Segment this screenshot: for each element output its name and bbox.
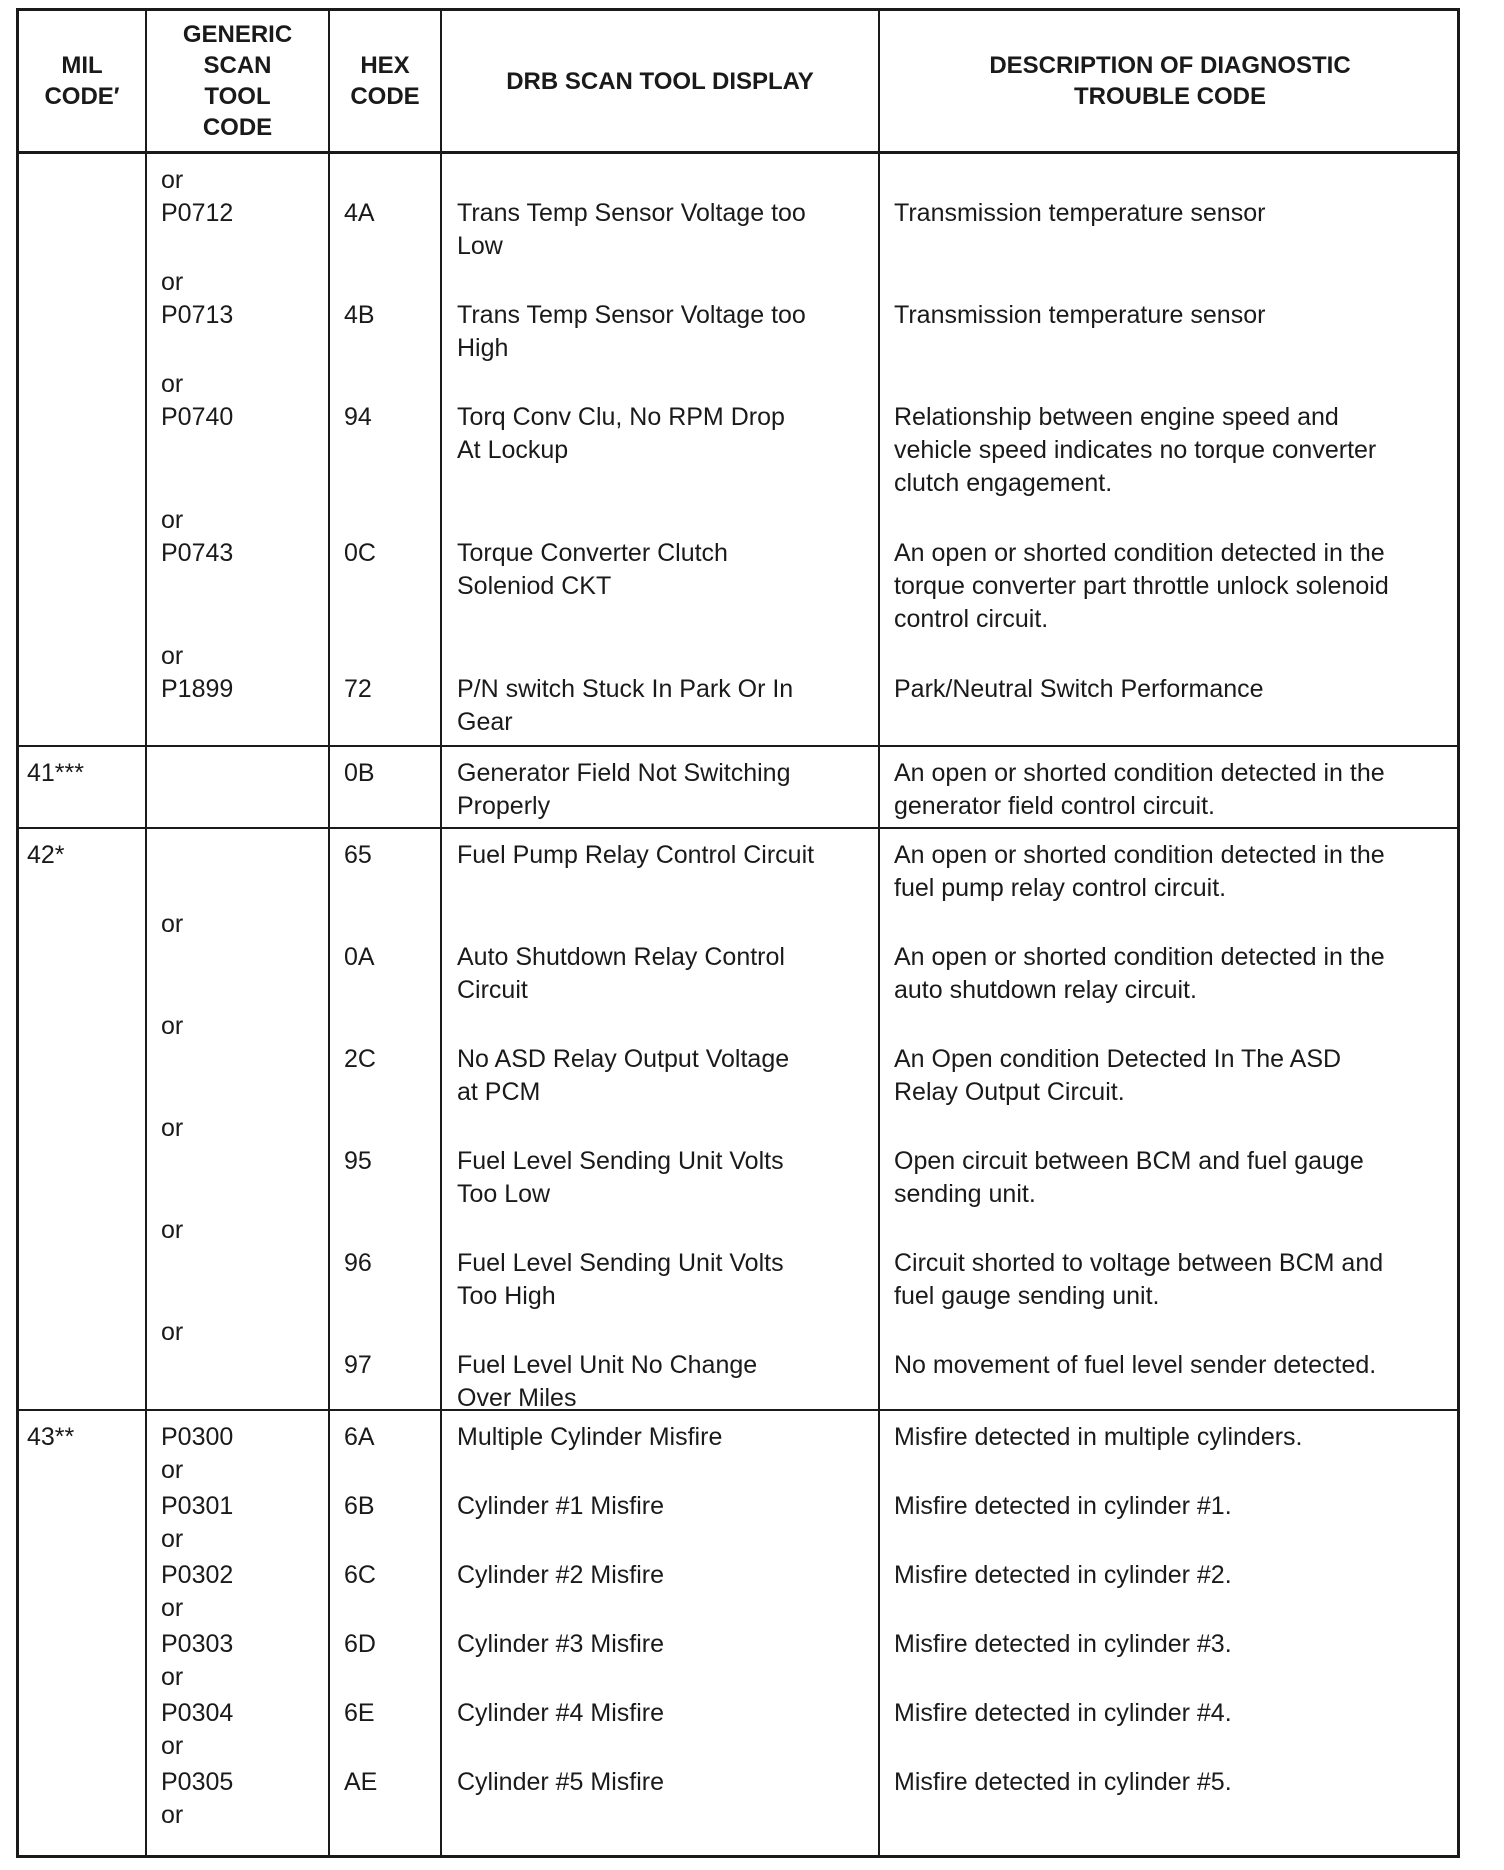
drb-display: Trans Temp Sensor Voltage too Low xyxy=(457,199,806,260)
group-divider-2 xyxy=(19,827,1457,829)
mil-code: 43** xyxy=(27,1423,75,1451)
or-label: or xyxy=(161,1663,184,1691)
generic-code: P0712 xyxy=(161,199,234,227)
description: An open or shorted condition detected in the generator field control circuit. xyxy=(894,759,1385,820)
or-label: or xyxy=(161,1732,184,1760)
column-divider-3 xyxy=(440,11,442,1855)
generic-code: P0743 xyxy=(161,539,234,567)
description: Misfire detected in cylinder #1. xyxy=(894,1492,1232,1520)
column-divider-4 xyxy=(878,11,880,1855)
description: Relationship between engine speed and vehicle speed indicates no torque converter clutch engagement. xyxy=(894,403,1377,497)
or-label: or xyxy=(161,642,184,670)
header-hex-code: HEX CODE xyxy=(350,52,420,110)
description: Transmission temperature sensor xyxy=(894,301,1266,329)
header-divider xyxy=(19,151,1457,154)
drb-display: Fuel Level Sending Unit Volts Too Low xyxy=(457,1147,784,1208)
generic-code: P0305 xyxy=(161,1768,234,1796)
drb-display: Cylinder #5 Misfire xyxy=(457,1768,665,1796)
description: Circuit shorted to voltage between BCM and fuel gauge sending unit. xyxy=(894,1249,1384,1310)
description: No movement of fuel level sender detected. xyxy=(894,1351,1377,1379)
drb-display: Cylinder #1 Misfire xyxy=(457,1492,665,1520)
hex-code: 94 xyxy=(344,403,372,431)
or-label: or xyxy=(161,1318,184,1346)
or-label: or xyxy=(161,1594,184,1622)
drb-display: Multiple Cylinder Misfire xyxy=(457,1423,723,1451)
hex-code: 97 xyxy=(344,1351,372,1379)
header-generic-scan-tool-code: GENERIC SCAN TOOL CODE xyxy=(182,21,293,141)
or-label: or xyxy=(161,1012,184,1040)
drb-display: Trans Temp Sensor Voltage too High xyxy=(457,301,806,362)
or-label: or xyxy=(161,1801,184,1829)
description: An open or shorted condition detected in the torque converter part throttle unlock solenoid control circuit. xyxy=(894,539,1389,633)
description: Misfire detected in multiple cylinders. xyxy=(894,1423,1303,1451)
description: Misfire detected in cylinder #3. xyxy=(894,1630,1232,1658)
or-label: or xyxy=(161,910,184,938)
or-label: or xyxy=(161,268,184,296)
drb-display: Generator Field Not Switching Properly xyxy=(457,759,791,820)
drb-display: No ASD Relay Output Voltage at PCM xyxy=(457,1045,790,1106)
hex-code: 0A xyxy=(344,943,375,971)
description: Park/Neutral Switch Performance xyxy=(894,675,1264,703)
drb-display: Cylinder #2 Misfire xyxy=(457,1561,665,1589)
column-divider-2 xyxy=(328,11,330,1855)
header-description: DESCRIPTION OF DIAGNOSTIC TROUBLE CODE xyxy=(989,52,1351,110)
header-drb-scan-tool-display: DRB SCAN TOOL DISPLAY xyxy=(506,67,814,95)
mil-code: 41*** xyxy=(27,759,84,787)
column-divider-1 xyxy=(145,11,147,1855)
drb-display: Torq Conv Clu, No RPM Drop At Lockup xyxy=(457,403,785,464)
hex-code: 4A xyxy=(344,199,375,227)
generic-code: P0740 xyxy=(161,403,234,431)
or-label: or xyxy=(161,166,184,194)
description: Misfire detected in cylinder #4. xyxy=(894,1699,1232,1727)
description: An open or shorted condition detected in the fuel pump relay control circuit. xyxy=(894,841,1385,902)
generic-code: P1899 xyxy=(161,675,234,703)
drb-display: Torque Converter Clutch Soleniod CKT xyxy=(457,539,728,600)
hex-code: 4B xyxy=(344,301,375,329)
generic-code: P0713 xyxy=(161,301,234,329)
hex-code: 65 xyxy=(344,841,372,869)
hex-code: 72 xyxy=(344,675,372,703)
description: Open circuit between BCM and fuel gauge sending unit. xyxy=(894,1147,1364,1208)
mil-code: 42* xyxy=(27,841,65,869)
generic-code: P0303 xyxy=(161,1630,234,1658)
generic-code: P0301 xyxy=(161,1492,234,1520)
drb-display: P/N switch Stuck In Park Or In Gear xyxy=(457,675,794,736)
diagnostic-trouble-code-table xyxy=(16,8,1460,1858)
description: Transmission temperature sensor xyxy=(894,199,1266,227)
generic-code: P0302 xyxy=(161,1561,234,1589)
description: Misfire detected in cylinder #2. xyxy=(894,1561,1232,1589)
drb-display: Fuel Pump Relay Control Circuit xyxy=(457,841,815,869)
generic-code: P0300 xyxy=(161,1423,234,1451)
drb-display: Auto Shutdown Relay Control Circuit xyxy=(457,943,785,1004)
hex-code: 6C xyxy=(344,1561,376,1589)
header-mil-code: MIL CODE′ xyxy=(44,52,120,110)
hex-code: 2C xyxy=(344,1045,376,1073)
group-divider-1 xyxy=(19,745,1457,747)
drb-display: Cylinder #4 Misfire xyxy=(457,1699,665,1727)
hex-code: AE xyxy=(344,1768,378,1796)
hex-code: 6B xyxy=(344,1492,375,1520)
or-label: or xyxy=(161,1216,184,1244)
or-label: or xyxy=(161,1114,184,1142)
or-label: or xyxy=(161,370,184,398)
or-label: or xyxy=(161,1525,184,1553)
description: An open or shorted condition detected in the auto shutdown relay circuit. xyxy=(894,943,1385,1004)
hex-code: 6D xyxy=(344,1630,376,1658)
hex-code: 6A xyxy=(344,1423,375,1451)
or-label: or xyxy=(161,1456,184,1484)
hex-code: 0B xyxy=(344,759,375,787)
description: An Open condition Detected In The ASD Relay Output Circuit. xyxy=(894,1045,1342,1106)
drb-display: Fuel Level Unit No Change Over Miles xyxy=(457,1351,758,1412)
hex-code: 0C xyxy=(344,539,376,567)
hex-code: 96 xyxy=(344,1249,372,1277)
generic-code: P0304 xyxy=(161,1699,234,1727)
drb-display: Fuel Level Sending Unit Volts Too High xyxy=(457,1249,784,1310)
description: Misfire detected in cylinder #5. xyxy=(894,1768,1232,1796)
drb-display: Cylinder #3 Misfire xyxy=(457,1630,665,1658)
hex-code: 95 xyxy=(344,1147,372,1175)
hex-code: 6E xyxy=(344,1699,375,1727)
or-label: or xyxy=(161,506,184,534)
